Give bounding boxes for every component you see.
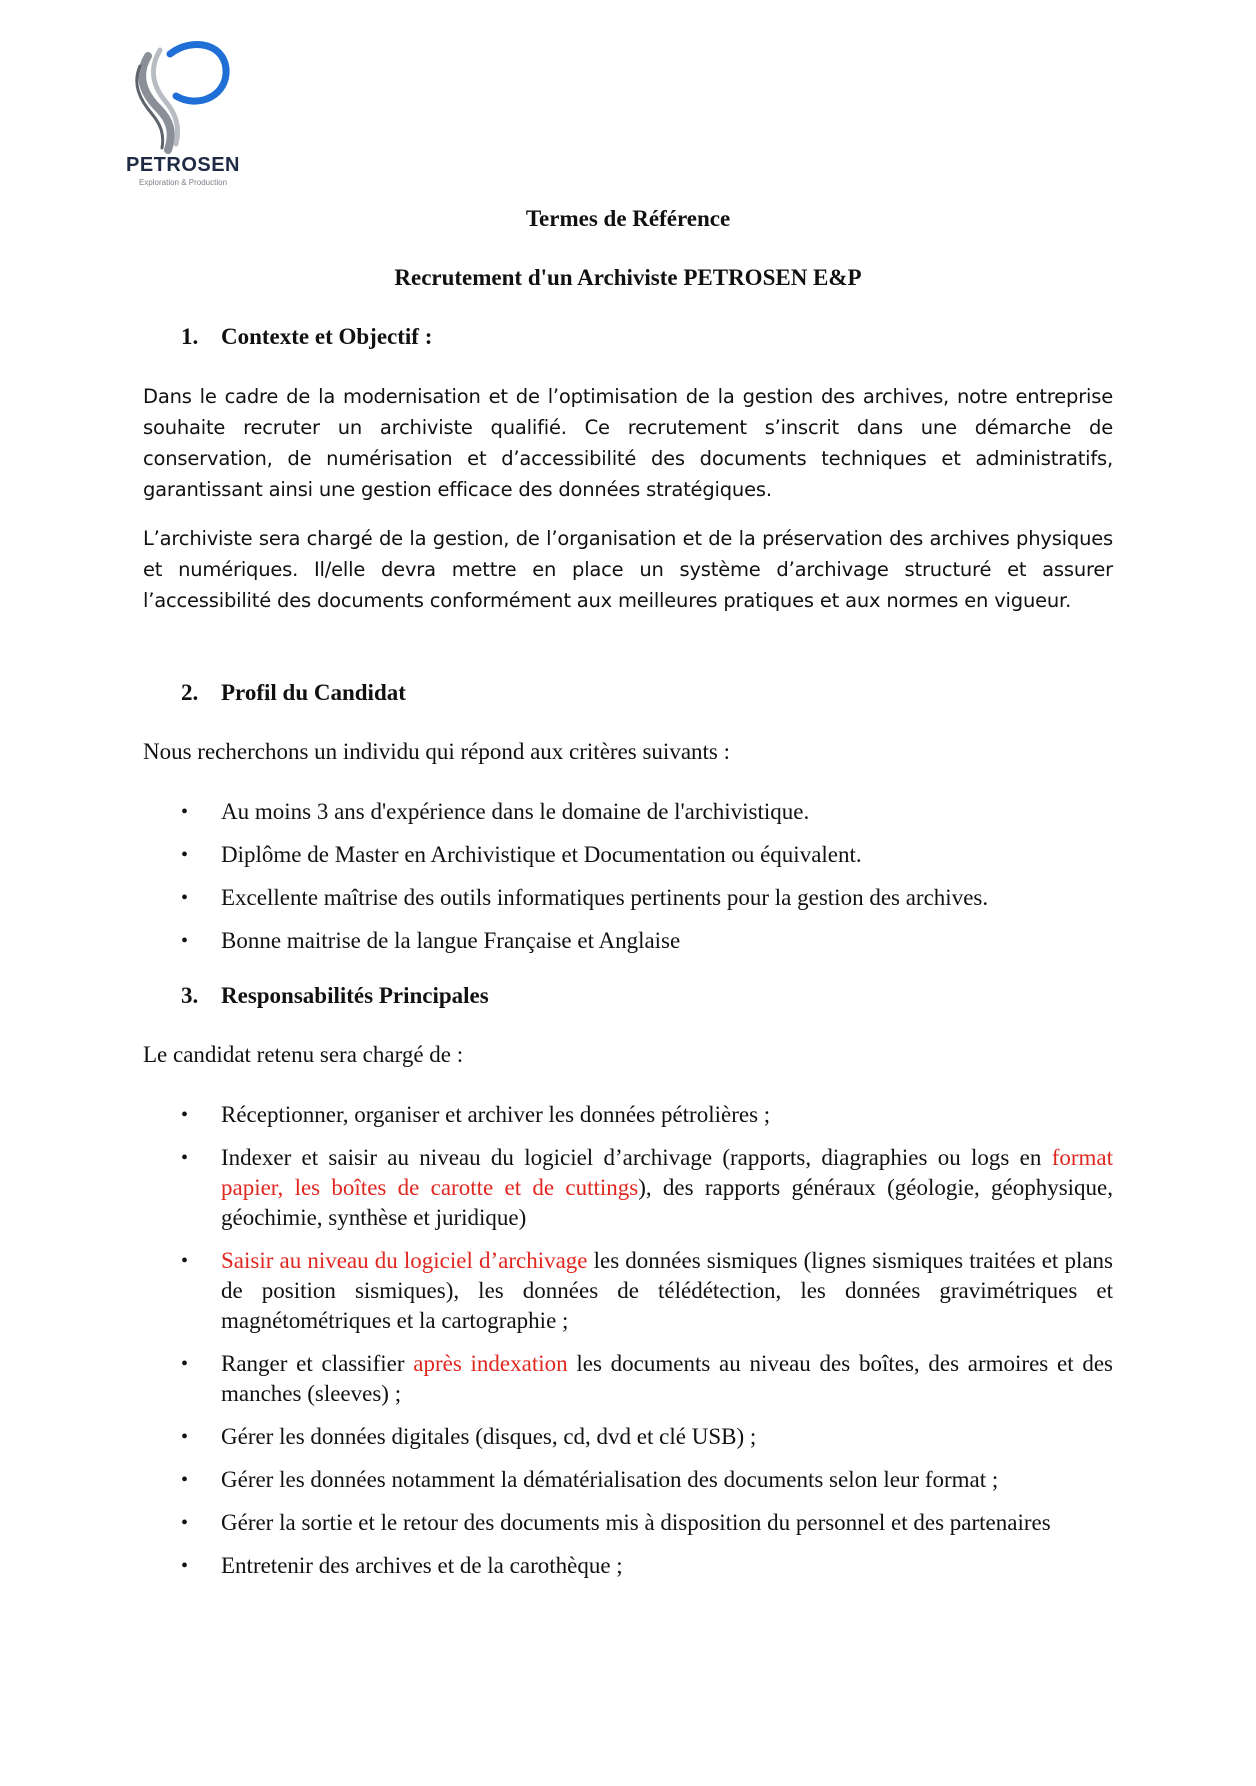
section-title: Profil du Candidat	[221, 680, 406, 705]
list-item: • Gérer la sortie et le retour des documents mis à disposition du personnel et des partenaires	[143, 1508, 1113, 1538]
list-item: • Gérer les données digitales (disques, cd, dvd et clé USB) ;	[143, 1422, 1113, 1452]
list-item: • Excellente maîtrise des outils informatiques pertinents pour la gestion des archives.	[143, 883, 1113, 913]
bullet-icon: •	[181, 801, 189, 823]
logo-mark-icon	[118, 36, 248, 156]
list-item: • Diplôme de Master en Archivistique et Documentation ou équivalent.	[143, 840, 1113, 870]
list-item: • Ranger et classifier après indexation les documents au niveau des boîtes, des armoires et des manches (sleeves) ;	[181, 1351, 1113, 1406]
section-number: 1.	[181, 324, 199, 349]
bullet-icon: •	[181, 1469, 189, 1491]
highlighted-text: Saisir au niveau du logiciel d’archivage	[221, 1248, 588, 1273]
list-item: • Gérer les données notamment la dématérialisation des documents selon leur format ;	[143, 1465, 1113, 1495]
bullet-icon: •	[181, 1426, 189, 1448]
list-item: • Entretenir des archives et de la carothèque ;	[143, 1551, 1113, 1581]
bullet-icon: •	[181, 1353, 189, 1375]
bullet-icon: •	[181, 1512, 189, 1534]
document-title: Termes de Référence	[525, 206, 731, 231]
section-number: 3.	[181, 983, 199, 1008]
bullet-icon: •	[181, 844, 189, 866]
list-item: • Bonne maitrise de la langue Française et Anglaise	[143, 926, 1113, 956]
section-1-paragraph-2: L’archiviste sera chargé de la gestion, de l’organisation et de la préservation des archives physiques et numériques. Il/elle devra mettre en place un système d’archivage structuré et assurer l’accessibilité des documents conformément aux meilleures pratiques et aux normes en vigueur.	[143, 527, 1113, 612]
bullet-icon: •	[181, 1555, 189, 1577]
list-item: • Saisir au niveau du logiciel d’archivage les données sismiques (lignes sismiques traitées et plans de position sismiques), les données de télédétection, les données gravimétriques et magnétométriques et la cartographie ;	[181, 1248, 1113, 1333]
section-1-heading	[181, 324, 432, 350]
logo-wordmark: PETROSEN	[125, 154, 241, 176]
section-title: Contexte et Objectif :	[221, 324, 433, 349]
highlighted-text: après indexation	[413, 1351, 568, 1376]
section-number: 2.	[181, 680, 199, 705]
section-3-heading	[181, 983, 489, 1009]
bullet-icon: •	[181, 1147, 189, 1169]
petrosen-logo	[118, 36, 248, 196]
section-1-paragraph-1: Dans le cadre de la modernisation et de l’optimisation de la gestion des archives, notre entreprise souhaite recruter un archiviste qualifié. Ce recrutement s’inscrit dans une démarche de conservation, de numérisation et d’accessibilité des documents techniques et administratifs, garantissant ainsi une gestion efficace des données stratégiques.	[143, 385, 1113, 501]
list-item: • Au moins 3 ans d'expérience dans le domaine de l'archivistique.	[143, 797, 1113, 827]
list-item: • Indexer et saisir au niveau du logiciel d’archivage (rapports, diagraphies ou logs en format papier, les boîtes de carotte et de cuttings), des rapports généraux (géologie, géophysique, géochimie, synthèse et juridique)	[181, 1145, 1113, 1230]
section-2-heading	[181, 680, 406, 706]
section-3-list	[143, 1100, 1113, 1581]
bullet-icon: •	[181, 1104, 189, 1126]
section-2-lead: Nous recherchons un individu qui répond aux critères suivants :	[143, 739, 731, 764]
section-2-list	[143, 797, 1113, 956]
logo-tagline: Exploration & Production	[138, 178, 228, 187]
list-item: • Réceptionner, organiser et archiver les données pétrolières ;	[143, 1100, 1113, 1130]
bullet-icon: •	[181, 887, 189, 909]
section-3-lead: Le candidat retenu sera chargé de :	[143, 1042, 464, 1067]
bullet-icon: •	[181, 1250, 189, 1272]
highlighted-text: format papier, les boîtes de carotte et de cuttings	[221, 1145, 1113, 1200]
section-title: Responsabilités Principales	[221, 983, 489, 1008]
document-subtitle: Recrutement d'un Archiviste PETROSEN E&P	[394, 265, 862, 290]
bullet-icon: •	[181, 930, 189, 952]
